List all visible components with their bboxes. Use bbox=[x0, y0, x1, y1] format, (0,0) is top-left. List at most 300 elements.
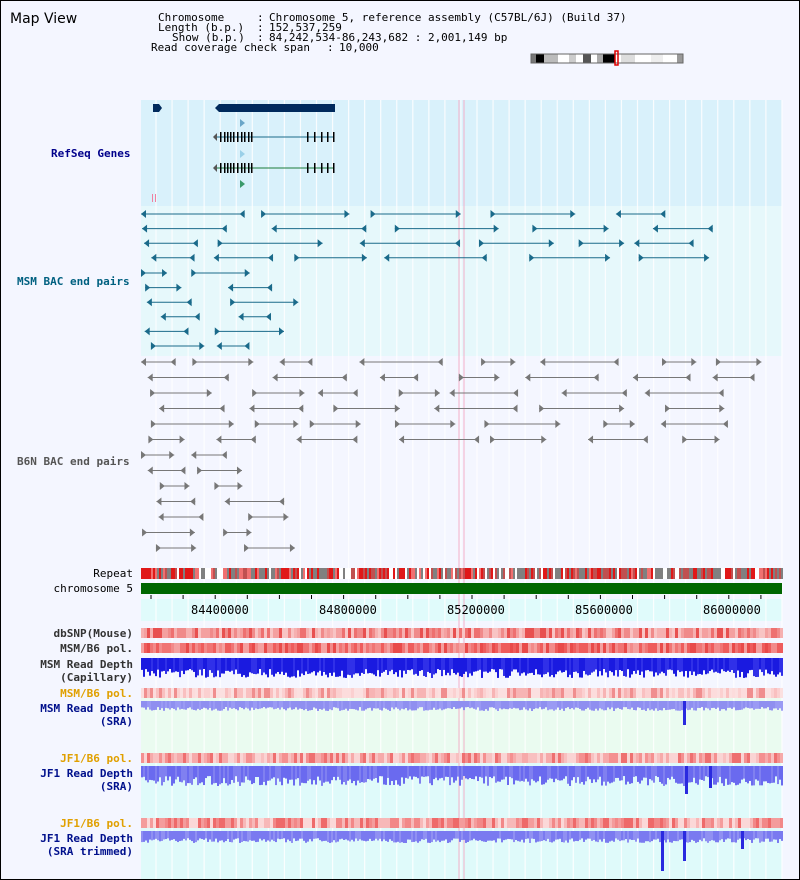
polymorphism-cell bbox=[321, 753, 324, 763]
polymorphism-cell bbox=[255, 643, 258, 653]
read-depth-bar bbox=[669, 766, 671, 780]
read-depth-bar bbox=[709, 831, 711, 841]
read-depth-bar bbox=[359, 766, 361, 783]
read-depth-bar bbox=[277, 701, 279, 708]
polymorphism-cell bbox=[252, 753, 255, 763]
polymorphism-cell bbox=[645, 628, 648, 638]
read-depth-bar bbox=[211, 766, 213, 785]
read-depth-bar bbox=[161, 658, 163, 671]
read-depth-bar bbox=[193, 701, 195, 710]
repeat-block bbox=[767, 568, 769, 579]
read-depth-bar bbox=[423, 658, 425, 676]
read-depth-bar bbox=[165, 658, 167, 674]
polymorphism-cell bbox=[678, 628, 681, 638]
repeat-block bbox=[649, 568, 651, 579]
read-depth-bar bbox=[427, 766, 429, 776]
polymorphism-cell bbox=[615, 643, 618, 653]
read-depth-bar bbox=[447, 831, 449, 843]
bac-end-marker bbox=[223, 529, 228, 537]
read-depth-bar bbox=[441, 658, 443, 676]
polymorphism-cell bbox=[558, 688, 561, 698]
polymorphism-cell bbox=[429, 688, 432, 698]
repeat-block bbox=[217, 568, 219, 579]
polymorphism-cell bbox=[459, 643, 462, 653]
read-depth-bar bbox=[669, 658, 671, 670]
read-depth-bar bbox=[377, 701, 379, 708]
polymorphism-cell bbox=[750, 753, 753, 763]
read-depth-bar bbox=[473, 766, 475, 779]
read-depth-bar bbox=[151, 658, 153, 671]
read-depth-bar bbox=[381, 658, 383, 673]
read-depth-bar bbox=[445, 831, 447, 839]
polymorphism-cell bbox=[522, 688, 525, 698]
repeat-block bbox=[371, 568, 373, 579]
polymorphism-cell bbox=[456, 643, 459, 653]
repeat-block bbox=[159, 568, 161, 579]
read-depth-bar bbox=[755, 766, 757, 779]
read-depth-bar bbox=[257, 766, 259, 777]
read-depth-bar bbox=[499, 766, 501, 782]
read-depth-bar bbox=[589, 658, 591, 675]
polymorphism-cell bbox=[771, 643, 774, 653]
read-depth-bar bbox=[243, 766, 245, 783]
read-depth-bar bbox=[623, 658, 625, 676]
polymorphism-cell bbox=[642, 628, 645, 638]
read-depth-bar bbox=[183, 701, 185, 709]
read-depth-bar bbox=[145, 766, 147, 780]
read-depth-bar bbox=[291, 766, 293, 780]
polymorphism-cell bbox=[462, 818, 465, 828]
read-depth-bar bbox=[643, 658, 645, 678]
polymorphism-cell bbox=[273, 818, 276, 828]
polymorphism-cell bbox=[543, 753, 546, 763]
polymorphism-cell bbox=[375, 643, 378, 653]
read-depth-bar bbox=[741, 766, 743, 780]
read-depth-bar bbox=[775, 766, 777, 776]
read-depth-bar bbox=[331, 701, 333, 710]
read-depth-bar bbox=[557, 658, 559, 672]
polymorphism-cell bbox=[408, 818, 411, 828]
read-depth-bar bbox=[343, 658, 345, 678]
read-depth-bar bbox=[727, 766, 729, 785]
read-depth-bar bbox=[179, 658, 181, 677]
read-depth-bar bbox=[611, 766, 613, 783]
read-depth-bar bbox=[533, 766, 535, 781]
read-depth-bar bbox=[635, 766, 637, 776]
polymorphism-cell bbox=[219, 628, 222, 638]
repeat-block bbox=[463, 568, 465, 579]
polymorphism-cell bbox=[732, 688, 735, 698]
polymorphism-cell bbox=[267, 818, 270, 828]
polymorphism-cell bbox=[255, 688, 258, 698]
read-depth-bar bbox=[565, 831, 567, 841]
polymorphism-cell bbox=[483, 628, 486, 638]
read-depth-bar bbox=[653, 701, 655, 711]
polymorphism-cell bbox=[564, 643, 567, 653]
read-depth-bar bbox=[493, 658, 495, 669]
polymorphism-cell bbox=[306, 818, 309, 828]
polymorphism-cell bbox=[657, 643, 660, 653]
polymorphism-cell bbox=[627, 818, 630, 828]
read-depth-bar bbox=[667, 831, 669, 839]
read-depth-bar bbox=[611, 701, 613, 708]
read-depth-bar bbox=[501, 701, 503, 709]
polymorphism-cell bbox=[636, 818, 639, 828]
read-depth-bar bbox=[295, 658, 297, 678]
read-depth-bar bbox=[549, 701, 551, 709]
polymorphism-cell bbox=[414, 643, 417, 653]
read-depth-bar bbox=[745, 701, 747, 707]
read-depth-bar bbox=[445, 766, 447, 777]
repeat-block bbox=[667, 568, 669, 579]
read-depth-bar bbox=[717, 831, 719, 842]
repeat-block bbox=[697, 568, 699, 579]
read-depth-bar bbox=[771, 831, 773, 842]
polymorphism-cell bbox=[609, 628, 612, 638]
repeat-block bbox=[579, 568, 581, 579]
polymorphism-cell bbox=[561, 688, 564, 698]
read-depth-bar bbox=[711, 831, 713, 840]
read-depth-bar bbox=[587, 658, 589, 675]
polymorphism-cell bbox=[366, 688, 369, 698]
polymorphism-cell bbox=[162, 628, 165, 638]
polymorphism-cell bbox=[507, 818, 510, 828]
read-depth-bar bbox=[223, 701, 225, 709]
read-depth-bar bbox=[751, 766, 753, 786]
gene-exon bbox=[314, 163, 316, 173]
read-depth-bar bbox=[755, 831, 757, 838]
polymorphism-cell bbox=[198, 643, 201, 653]
read-depth-bar bbox=[351, 658, 353, 678]
polymorphism-cell bbox=[222, 818, 225, 828]
polymorphism-cell bbox=[762, 628, 765, 638]
read-depth-bar bbox=[191, 658, 193, 670]
polymorphism-cell bbox=[378, 643, 381, 653]
repeat-block bbox=[563, 568, 565, 579]
polymorphism-cell bbox=[147, 643, 150, 653]
polymorphism-cell bbox=[372, 643, 375, 653]
bac-end-marker bbox=[290, 544, 295, 552]
polymorphism-cell bbox=[573, 818, 576, 828]
polymorphism-cell bbox=[297, 643, 300, 653]
polymorphism-cell bbox=[741, 643, 744, 653]
read-depth-bar bbox=[731, 701, 733, 709]
repeat-block bbox=[479, 568, 481, 579]
bac-end-marker bbox=[494, 374, 499, 382]
polymorphism-cell bbox=[654, 643, 657, 653]
read-depth-bar bbox=[493, 831, 495, 840]
repeat-block bbox=[709, 568, 711, 579]
read-depth-bar bbox=[493, 701, 495, 708]
read-depth-bar bbox=[331, 766, 333, 780]
read-depth-bar bbox=[327, 831, 329, 842]
polymorphism-cell bbox=[252, 643, 255, 653]
repeat-block bbox=[313, 568, 315, 579]
read-depth-bar bbox=[423, 831, 425, 840]
polymorphism-cell bbox=[432, 628, 435, 638]
genome-browser-canvas[interactable] bbox=[1, 1, 800, 880]
gene-exon bbox=[233, 132, 235, 142]
polymorphism-cell bbox=[264, 818, 267, 828]
read-depth-bar bbox=[607, 766, 609, 782]
repeat-block bbox=[183, 568, 185, 579]
polymorphism-cell bbox=[192, 753, 195, 763]
read-depth-bar bbox=[249, 658, 251, 672]
polymorphism-cell bbox=[663, 643, 666, 653]
repeat-block bbox=[391, 568, 393, 579]
repeat-block bbox=[435, 568, 437, 579]
read-depth-bar bbox=[315, 766, 317, 785]
read-depth-bar bbox=[171, 766, 173, 786]
read-depth-bar bbox=[329, 658, 331, 673]
read-depth-bar bbox=[647, 831, 649, 841]
read-depth-bar bbox=[411, 766, 413, 780]
read-depth-bar bbox=[761, 831, 763, 842]
repeat-block bbox=[521, 568, 523, 579]
bac-end-marker bbox=[662, 358, 667, 366]
polymorphism-cell bbox=[402, 688, 405, 698]
polymorphism-cell bbox=[543, 643, 546, 653]
bac-end-marker bbox=[214, 482, 219, 490]
ideogram-band bbox=[576, 54, 583, 63]
polymorphism-cell bbox=[312, 628, 315, 638]
read-depth-bar bbox=[141, 658, 143, 670]
read-depth-bar bbox=[729, 701, 731, 708]
read-depth-bar bbox=[383, 658, 385, 672]
polymorphism-cell bbox=[570, 818, 573, 828]
read-depth-bar bbox=[583, 831, 585, 842]
read-depth-bar bbox=[383, 831, 385, 839]
polymorphism-cell bbox=[333, 818, 336, 828]
read-depth-bar bbox=[243, 658, 245, 675]
read-depth-bar bbox=[525, 658, 527, 676]
read-depth-bar bbox=[147, 658, 149, 672]
read-depth-bar bbox=[525, 701, 527, 709]
polymorphism-cell bbox=[549, 688, 552, 698]
polymorphism-cell bbox=[327, 688, 330, 698]
read-depth-bar bbox=[701, 831, 703, 841]
polymorphism-cell bbox=[696, 643, 699, 653]
read-depth-bar bbox=[327, 658, 329, 677]
polymorphism-cell bbox=[621, 643, 624, 653]
repeat-block bbox=[443, 568, 445, 579]
read-depth-bar bbox=[169, 701, 171, 710]
polymorphism-cell bbox=[537, 818, 540, 828]
track-label-msm-b6-pol-2: MSM/B6 pol. bbox=[60, 687, 133, 700]
read-depth-bar bbox=[377, 831, 379, 840]
polymorphism-cell bbox=[774, 628, 777, 638]
polymorphism-cell bbox=[513, 643, 516, 653]
read-depth-bar bbox=[159, 658, 161, 678]
polymorphism-cell bbox=[444, 643, 447, 653]
polymorphism-cell bbox=[282, 643, 285, 653]
read-depth-bar bbox=[205, 701, 207, 708]
read-depth-bar bbox=[317, 766, 319, 777]
read-depth-bar bbox=[493, 766, 495, 776]
polymorphism-cell bbox=[171, 818, 174, 828]
read-depth-bar bbox=[647, 701, 649, 708]
read-depth-bar bbox=[291, 658, 293, 677]
read-depth-bar bbox=[333, 831, 335, 840]
read-depth-bar bbox=[465, 701, 467, 707]
read-depth-bar bbox=[687, 831, 689, 843]
read-depth-bar bbox=[775, 701, 777, 708]
polymorphism-cell bbox=[165, 628, 168, 638]
repeat-block bbox=[285, 568, 287, 579]
read-depth-bar bbox=[281, 658, 283, 672]
read-depth-bar bbox=[711, 658, 713, 670]
polymorphism-cell bbox=[198, 818, 201, 828]
read-depth-bar bbox=[583, 701, 585, 711]
repeat-block bbox=[627, 568, 629, 579]
polymorphism-cell bbox=[249, 643, 252, 653]
read-depth-bar bbox=[559, 701, 561, 710]
read-depth-bar bbox=[169, 831, 171, 841]
read-depth-bar bbox=[319, 766, 321, 780]
polymorphism-cell bbox=[150, 628, 153, 638]
polymorphism-cell bbox=[450, 643, 453, 653]
read-depth-bar bbox=[397, 831, 399, 842]
read-depth-bar bbox=[401, 701, 403, 709]
polymorphism-cell bbox=[537, 628, 540, 638]
polymorphism-cell bbox=[693, 688, 696, 698]
repeat-block bbox=[397, 568, 399, 579]
polymorphism-cell bbox=[390, 818, 393, 828]
read-depth-bar bbox=[459, 831, 461, 842]
read-depth-bar bbox=[319, 701, 321, 709]
read-depth-bar bbox=[453, 831, 455, 839]
read-depth-bar bbox=[453, 766, 455, 783]
polymorphism-cell bbox=[636, 643, 639, 653]
polymorphism-cell bbox=[195, 753, 198, 763]
read-depth-bar bbox=[735, 701, 737, 710]
polymorphism-cell bbox=[603, 753, 606, 763]
polymorphism-cell bbox=[204, 643, 207, 653]
read-depth-bar bbox=[323, 831, 325, 841]
polymorphism-cell bbox=[342, 628, 345, 638]
read-depth-bar bbox=[455, 831, 457, 839]
read-depth-bar bbox=[283, 766, 285, 778]
polymorphism-cell bbox=[654, 688, 657, 698]
repeat-block bbox=[373, 568, 375, 579]
read-depth-bar bbox=[343, 701, 345, 710]
read-depth-bar bbox=[543, 658, 545, 674]
polymorphism-cell bbox=[270, 643, 273, 653]
polymorphism-cell bbox=[693, 753, 696, 763]
polymorphism-cell bbox=[276, 818, 279, 828]
polymorphism-cell bbox=[282, 753, 285, 763]
polymorphism-cell bbox=[510, 643, 513, 653]
read-depth-bar bbox=[153, 658, 155, 673]
read-depth-bar bbox=[567, 766, 569, 784]
polymorphism-cell bbox=[264, 643, 267, 653]
read-depth-bar bbox=[697, 701, 699, 708]
polymorphism-cell bbox=[318, 753, 321, 763]
polymorphism-cell bbox=[711, 753, 714, 763]
polymorphism-cell bbox=[267, 688, 270, 698]
read-depth-bar bbox=[723, 701, 725, 709]
read-depth-bar bbox=[225, 701, 227, 707]
read-depth-bar bbox=[399, 701, 401, 710]
polymorphism-cell bbox=[285, 688, 288, 698]
polymorphism-cell bbox=[351, 818, 354, 828]
repeat-block bbox=[657, 568, 659, 579]
polymorphism-cell bbox=[780, 753, 783, 763]
polymorphism-cell bbox=[195, 688, 198, 698]
read-depth-spike bbox=[661, 831, 664, 871]
read-depth-bar bbox=[579, 701, 581, 709]
polymorphism-cell bbox=[588, 753, 591, 763]
polymorphism-cell bbox=[303, 643, 306, 653]
read-depth-bar bbox=[411, 701, 413, 710]
read-depth-bar bbox=[425, 701, 427, 710]
repeat-block bbox=[179, 568, 181, 579]
polymorphism-cell bbox=[750, 643, 753, 653]
read-depth-bar bbox=[303, 766, 305, 783]
repeat-block bbox=[605, 568, 607, 579]
read-depth-bar bbox=[503, 766, 505, 779]
read-depth-bar bbox=[239, 701, 241, 707]
read-depth-bar bbox=[765, 701, 767, 708]
polymorphism-cell bbox=[564, 628, 567, 638]
read-depth-bar bbox=[471, 658, 473, 676]
repeat-block bbox=[169, 568, 171, 579]
polymorphism-cell bbox=[447, 753, 450, 763]
polymorphism-cell bbox=[231, 818, 234, 828]
read-depth-bar bbox=[573, 766, 575, 777]
polymorphism-cell bbox=[300, 688, 303, 698]
read-depth-bar bbox=[713, 658, 715, 672]
read-depth-bar bbox=[479, 701, 481, 711]
read-depth-bar bbox=[329, 831, 331, 843]
polymorphism-cell bbox=[555, 628, 558, 638]
read-depth-bar bbox=[261, 831, 263, 840]
polymorphism-cell bbox=[198, 688, 201, 698]
polymorphism-cell bbox=[258, 753, 261, 763]
read-depth-bar bbox=[543, 701, 545, 709]
read-depth-bar bbox=[505, 701, 507, 709]
polymorphism-cell bbox=[666, 688, 669, 698]
polymorphism-cell bbox=[366, 628, 369, 638]
read-depth-bar bbox=[593, 658, 595, 672]
polymorphism-cell bbox=[669, 753, 672, 763]
read-depth-bar bbox=[369, 658, 371, 673]
polymorphism-cell bbox=[687, 818, 690, 828]
repeat-block bbox=[273, 568, 275, 579]
read-depth-bar bbox=[327, 766, 329, 782]
polymorphism-cell bbox=[579, 643, 582, 653]
repeat-block bbox=[147, 568, 149, 579]
repeat-block bbox=[395, 568, 397, 579]
read-depth-bar bbox=[173, 766, 175, 783]
read-depth-bar bbox=[279, 658, 281, 674]
read-depth-bar bbox=[335, 831, 337, 842]
gene-exon bbox=[224, 163, 226, 173]
read-depth-bar bbox=[195, 766, 197, 777]
read-depth-bar bbox=[545, 831, 547, 841]
read-depth-bar bbox=[665, 831, 667, 842]
read-depth-bar bbox=[489, 701, 491, 707]
polymorphism-cell bbox=[732, 818, 735, 828]
polymorphism-cell bbox=[507, 688, 510, 698]
bac-end-marker bbox=[160, 482, 165, 490]
read-depth-bar bbox=[511, 701, 513, 709]
polymorphism-cell bbox=[195, 818, 198, 828]
polymorphism-cell bbox=[459, 818, 462, 828]
read-depth-bar bbox=[543, 831, 545, 840]
polymorphism-cell bbox=[408, 628, 411, 638]
read-depth-bar bbox=[307, 658, 309, 674]
